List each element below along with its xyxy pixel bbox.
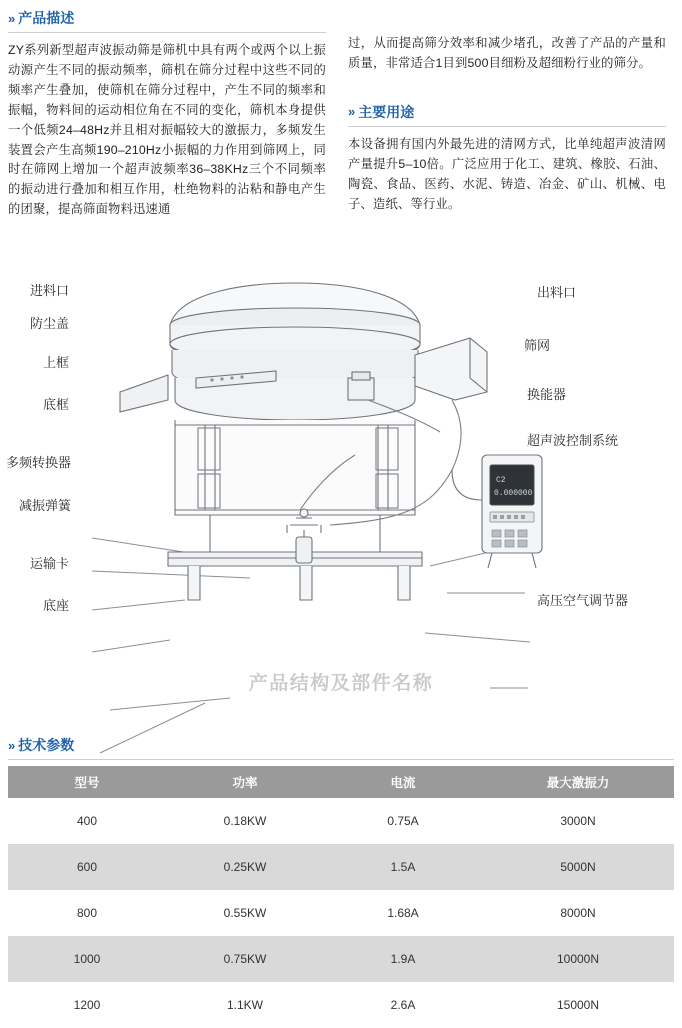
label-high-pressure-air-regulator: 高压空气调节器 [537,593,629,608]
table-row [8,936,674,982]
cell-model: 1000 [8,936,166,982]
label-inlet: 进料口 [30,283,70,298]
chevron-right-icon: » [8,737,13,753]
col-header-model: 型号 [8,766,166,798]
divider [8,32,326,33]
cell-power: 0.55KW [166,890,324,936]
main-use-paragraph: 本设备拥有国内外最先进的清网方式，比单纯超声波清网产量提升5–10倍。广泛应用于化工、建筑、橡胶、石油、陶瓷、食品、医药、水泥、铸造、冶金、矿山、机械、电子、造纸、等行业。 [348,136,666,211]
left-column [8,8,326,220]
cell-model: 400 [8,798,166,844]
diagram-title: 产品结构及部件名称 [248,673,434,694]
product-desc-right-paragraph: 过，从而提高筛分效率和减少堵孔，改善了产品的产量和质量，非常适合1目到500目细粉及超细粉行业的筛分。 [348,36,666,70]
section-header-tech-params [8,735,674,755]
cell-power: 1.1KW [166,982,324,1028]
chevron-right-icon: » [8,10,13,26]
product-desc-left-paragraph: ZY系列新型超声波振动筛是筛机中具有两个或两个以上振动源产生不同的振动频率，筛机在筛分过程中这些不同的频率产生叠加，使筛机在筛分过程中，产生不同的频率和振幅，物料间的运动相位角在不同的变化，筛机本身提供一个低频24–48Hz并且相对振幅较大的激振力，多频发生装置会产生高频190–210Hz小振幅的力作用到筛网上，同时在筛网上增加一个超声波频率36–38KHz三个不同频率的振动进行叠加和相互作用，杜绝物料的沾粘和静电产生的团聚，提高筛面物料迅速通 [8,43,326,217]
divider [8,759,674,760]
label-upper-frame: 上框 [43,355,70,370]
cell-current: 1.5A [324,844,482,890]
section-title-tech-params: 技术参数 [18,737,75,753]
col-header-max-force: 最大激振力 [482,766,674,798]
cell-power: 0.75KW [166,936,324,982]
label-ultrasonic-control-system: 超声波控制系统 [527,433,619,448]
tech-params-header [8,735,674,768]
label-dust-cover: 防尘盖 [30,316,70,331]
table-header-row [8,766,674,798]
right-column [348,8,666,220]
cell-max-force: 15000N [482,982,674,1028]
table-row [8,798,674,844]
divider [348,126,666,127]
section-title-main-use: 主要用途 [358,103,415,120]
cell-power: 0.25KW [166,844,324,890]
col-header-power: 功率 [166,766,324,798]
label-base: 底座 [43,598,70,613]
section-title-product-desc: 产品描述 [18,10,75,26]
cell-current: 1.9A [324,936,482,982]
product-structure-diagram [0,248,682,658]
cell-max-force: 10000N [482,936,674,982]
label-outlet: 出料口 [537,285,577,300]
cell-current: 1.68A [324,890,482,936]
cell-current: 0.75A [324,798,482,844]
label-transducer: 换能器 [527,387,567,402]
label-bottom-frame: 底框 [43,397,70,412]
chevron-right-icon: » [348,104,353,120]
svg-text:C2: C2 [496,476,506,485]
table-row [8,844,674,890]
svg-text:0.000000: 0.000000 [494,489,533,498]
label-screen-mesh: 筛网 [524,338,551,353]
cell-model: 600 [8,844,166,890]
spacer [348,74,666,88]
section-header-product-desc [8,8,326,28]
top-text-area [8,8,674,220]
cell-power: 0.18KW [166,798,324,844]
two-column-text [8,8,674,220]
cell-max-force: 5000N [482,844,674,890]
cell-model: 800 [8,890,166,936]
cell-model: 1200 [8,982,166,1028]
table-row [8,890,674,936]
section-header-main-use [348,102,666,122]
label-transport-card: 运输卡 [30,556,70,571]
label-multi-freq-converter: 多频转换器 [6,455,72,470]
tech-params-table [8,766,674,1028]
cell-current: 2.6A [324,982,482,1028]
col-header-current: 电流 [324,766,482,798]
table-row [8,982,674,1028]
cell-max-force: 8000N [482,890,674,936]
label-damping-spring: 减振弹簧 [19,498,72,513]
cell-max-force: 3000N [482,798,674,844]
